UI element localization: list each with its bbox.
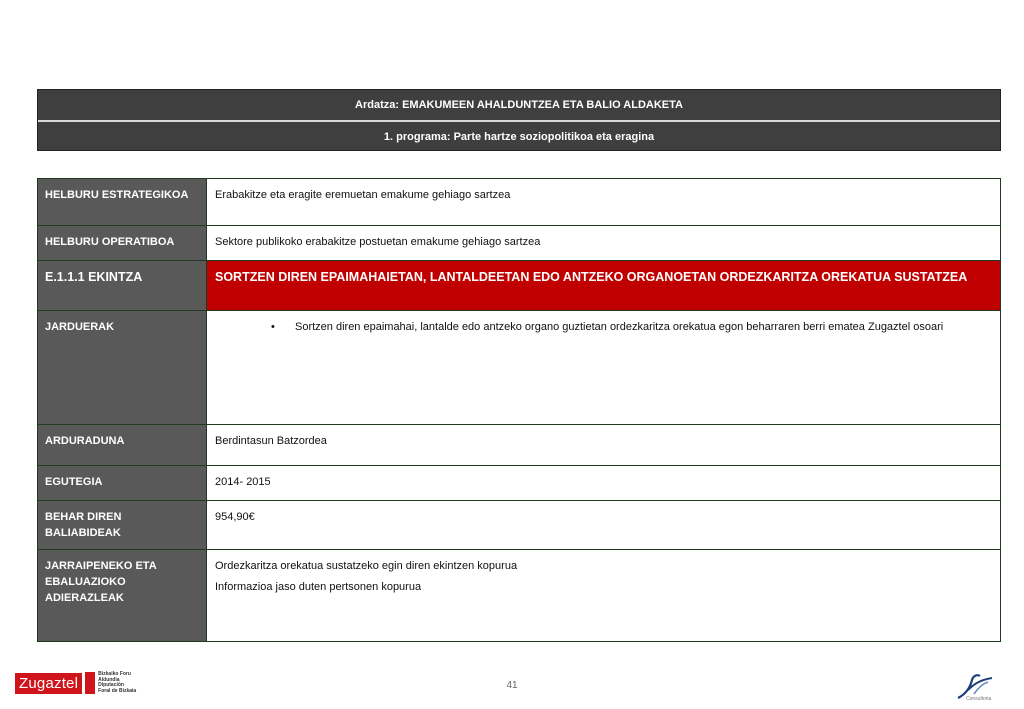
value-egutegia: 2014- 2015 <box>207 466 1001 501</box>
bfa-line: Diputación <box>98 682 124 688</box>
bullet-icon: • <box>271 321 275 333</box>
table-row <box>38 179 1001 226</box>
value-jarduerak <box>207 311 1001 425</box>
zugaztel-logo: Zugaztel <box>15 673 82 694</box>
bfa-line: Foral de Bizkaia <box>98 687 137 694</box>
label-ekintza: E.1.1.1 EKINTZA <box>38 261 207 311</box>
value-ekintza: SORTZEN DIREN EPAIMAHAIETAN, LANTALDEETAN EDO ANTZEKO ORGANOETAN ORDEZKARITZA OREKATUA SUSTATZEA <box>207 261 1001 311</box>
label-helburu-operatiboa: HELBURU OPERATIBOA <box>38 226 207 261</box>
indicator-2: Informazioa jaso duten pertsonen kopurua <box>215 581 422 593</box>
table-row <box>38 501 1001 550</box>
indicator-1: Ordezkaritza orekatua sustatzeko egin diren ekintzen kopurua <box>215 560 518 572</box>
bfa-logo-text <box>98 672 136 694</box>
table-row <box>38 226 1001 261</box>
label-helburu-estrategikoa: HELBURU ESTRATEGIKOA <box>38 179 207 226</box>
value-baliabideak: 954,90€ <box>207 501 1001 550</box>
axis-title: Ardatza: EMAKUMEEN AHALDUNTZEA ETA BALIO ALDAKETA <box>355 99 683 111</box>
activity-text: Sortzen diren epaimahai, lantalde edo antzeko organo guztietan ordezkaritza orekatua egon beharraren berri ematea Zugaztel osoari <box>295 321 944 333</box>
bfa-shield-icon <box>85 672 95 694</box>
consultancy-caption: Consultoria <box>966 696 992 702</box>
table-row <box>38 550 1001 642</box>
label-egutegia: EGUTEGIA <box>38 466 207 501</box>
bfa-line: Bizkaiko Foru <box>98 671 131 677</box>
table-row <box>38 311 1001 425</box>
axis-header <box>37 89 1001 151</box>
value-helburu-estrategikoa: Erabakitze eta eragite eremuetan emakume gehiago sartzea <box>207 179 1001 226</box>
bfa-line: Aldundia <box>98 676 120 683</box>
page-number: 41 <box>506 680 518 691</box>
footer-logos-left <box>15 672 136 694</box>
table-row <box>38 466 1001 501</box>
program-title: 1. programa: Parte hartze soziopolitikoa eta eragina <box>38 120 1000 152</box>
value-adierazleak <box>207 550 1001 642</box>
value-arduraduna: Berdintasun Batzordea <box>207 425 1001 466</box>
table-row <box>38 425 1001 466</box>
action-sheet-table <box>37 178 1001 642</box>
value-helburu-operatiboa: Sektore publikoko erabakitze postuetan emakume gehiago sartzea <box>207 226 1001 261</box>
table-row <box>38 261 1001 311</box>
label-adierazleak: JARRAIPENEKO ETA EBALUAZIOKO ADIERAZLEAK <box>38 550 207 642</box>
label-baliabideak: BEHAR DIREN BALIABIDEAK <box>38 501 207 550</box>
label-arduraduna: ARDURADUNA <box>38 425 207 466</box>
label-jarduerak: JARDUERAK <box>38 311 207 425</box>
list-item <box>215 319 992 335</box>
bfa-logo <box>85 672 136 694</box>
